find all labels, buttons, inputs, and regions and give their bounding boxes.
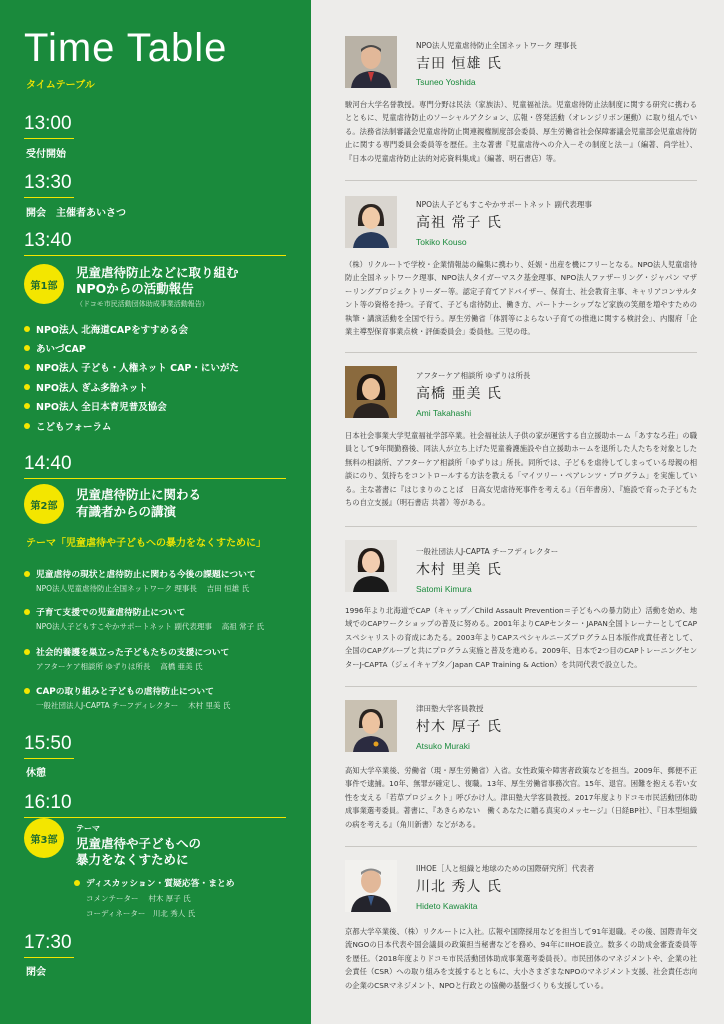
bullet-icon (24, 326, 30, 332)
page-title: Time Table (24, 26, 228, 70)
divider (345, 846, 697, 847)
speaker-photo (345, 366, 397, 418)
opening-label: 開会 主催者あいさつ (26, 208, 126, 219)
bullet-icon (24, 423, 30, 429)
speaker-roman-name: Satomi Kimura (416, 584, 472, 594)
time-divider (24, 957, 74, 958)
reception-label: 受付開始 (26, 149, 66, 160)
speaker-name: 高橋 亜美 氏 (416, 386, 502, 402)
speaker-roman-name: Tokiko Kouso (416, 237, 467, 247)
time-1730: 17:30 (24, 932, 72, 953)
speaker-org: 一般社団法人J-CAPTA チーフディレクター (416, 547, 559, 556)
talk-speaker: 一般社団法人J-CAPTA チーフディレクター 木村 里美 氏 (36, 701, 231, 710)
speaker-org: アフターケア相談所 ゆずりは所長 (416, 371, 531, 380)
time-divider (24, 817, 286, 818)
part3-title-line1: 児童虐待や子どもへの (76, 836, 202, 851)
speaker-org: IIHOE［人と組織と地球のための国際研究所］代表者 (416, 864, 595, 873)
bullet-icon (24, 688, 30, 694)
speaker-bio: 駿河台大学名誉教授。専門分野は民法（家族法）、児童福祉法。児童虐待防止法制度に関する研究に携わるとともに、児童虐待防止のソーシャルアクション、広報・啓発活動（オレンジリボン運動）に取り組んでいる。法務省法制審議会児童虐待防止関連親権制度部会委員、厚生労働省社会保障審議会児童部会児童虐待防止に関する専門委員会委員等を歴任。主な著書『児童虐待への介入－その制度と法－』（編著、尚学社）、『日本の児童虐待防止法的対応資料集成』（編著、明石書店）等。 (345, 100, 697, 163)
time-1440: 14:40 (24, 453, 72, 474)
page-subtitle: タイムテーブル (26, 80, 95, 91)
bullet-icon (24, 571, 30, 577)
talk-item: CAPの取り組みと子どもの虐待防止について 一般社団法人J-CAPTA チーフディレクター 木村 里美 氏 (24, 684, 230, 711)
part2-theme: テーマ「児童虐待や子どもへの暴力をなくすために」 (26, 538, 266, 549)
break-label: 休憩 (26, 768, 46, 779)
bullet-icon (24, 609, 30, 615)
time-divider (24, 255, 286, 256)
part3-theme-label: テーマ (76, 824, 100, 833)
speaker-bio: 高知大学卒業後、労働省（現・厚生労働省）入省。女性政策や障害者政策などを担当。2009年、郵便不正事件で逮捕。10年、無罪が確定し、復職。13年、厚生労働省事務次官。15年、退官。困難を抱える若い女性を支える「若草プロジェクト」呼びかけ人。津田塾大学客員教授。2017年度よりドコモ市民活動団体助成事業選考委員。著書に、『あきらめない 働くあなたに贈る真実のメッセージ』（日経BP社）、『日本型組織の病を考える』（角川新書）などがある。 (345, 766, 697, 829)
speaker-name: 吉田 恒雄 氏 (416, 56, 502, 72)
part1-title-line1: 児童虐待防止などに取り組む (76, 265, 239, 280)
time-divider (24, 197, 74, 198)
divider (345, 686, 697, 687)
bullet-icon (24, 345, 30, 351)
bullet-icon (24, 384, 30, 390)
list-item: あいづCAP (24, 338, 239, 357)
time-divider (24, 478, 286, 479)
part-badge: 第3部 (24, 818, 64, 858)
speaker-roman-name: Ami Takahashi (416, 408, 472, 418)
part1-title-line2: NPOからの活動報告 (76, 281, 194, 296)
speaker-bio: 1996年より北海道でCAP（キャップ／Child Assault Prevention＝子どもへの暴力防止）活動を始め、地域でのCAPワークショップの普及に努める。2001年よりCAPセンター・JAPAN全国トレーナーとしてCAPスペシャリストの育成にあたる。2003年よりCAPスペシャルニーズプログラム日本版作成責任者として、全国のCAPグループと共にプログラム実施と普及を進める。2009年、日本で2つ目のCAPトレーニングセンターJ-CAPTA（ジェイキャプタ／Japan CAP Training & Action）を共同代表で設立した。 (345, 606, 697, 669)
speaker-name: 木村 里美 氏 (416, 562, 502, 578)
speaker-name: 村木 厚子 氏 (416, 719, 502, 735)
part-badge: 第1部 (24, 264, 64, 304)
speaker-name: 川北 秀人 氏 (416, 879, 502, 895)
talk-speaker: アフターケア相談所 ゆずりは所長 高橋 亜美 氏 (36, 662, 203, 671)
speaker-bio: 京都大学卒業後、（株）リクルートに入社。広報や国際採用などを担当して91年退職。その後、国際青年交流NGOの日本代表や国会議員の政策担当秘書などを務め、94年にIIHOE設立。数多くの助成金審査委員等を歴任。（2018年度よりドコモ市民活動団体助成事業選考委員長）。市民団体のマネジメントや、企業の社会責任（CSR）への取り組みを支援するとともに、大小さまざまなNPOのマネジメント支援、社会責任志向の企業のCSRマネジメント、NPOと行政との協働の基盤づくりも支援している。 (345, 927, 697, 990)
speaker-org: 津田塾大学客員教授 (416, 704, 484, 713)
report-org-list (24, 319, 239, 435)
bullet-icon (24, 403, 30, 409)
time-1330: 13:30 (24, 172, 72, 193)
time-1550: 15:50 (24, 733, 72, 754)
time-1300: 13:00 (24, 113, 72, 134)
speaker-photo (345, 860, 397, 912)
part2-title-line2: 有識者からの講演 (76, 504, 177, 519)
speaker-org: NPO法人児童虐待防止全国ネットワーク 理事長 (416, 41, 577, 50)
part-badge: 第2部 (24, 484, 64, 524)
speaker-photo (345, 36, 397, 88)
speaker-roman-name: Atsuko Muraki (416, 741, 470, 751)
list-item: NPO法人 全日本育児普及協会 (24, 397, 239, 416)
divider (345, 526, 697, 527)
part1-note: （ドコモ市民活動団体助成事業活動報告） (76, 300, 209, 308)
divider (345, 352, 697, 353)
closing-label: 閉会 (26, 967, 46, 978)
speaker-org: NPO法人子どもすこやかサポートネット 副代表理事 (416, 200, 592, 209)
list-item: NPO法人 ぎふ多胎ネット (24, 377, 239, 396)
speaker-bio: 日本社会事業大学児童福祉学部卒業。社会福祉法人子供の家が運営する自立援助ホーム「あすなろ荘」の職員として9年間勤務後、同法人が立ち上げた児童養護施設や自立援助ホームを退所した人たちを対象とした無料の相談所、アフターケア相談所「ゆずりは」所長。同所では、子どもを虐待してしまっている母親の相談にのり、気持ちをコントロールする方法を教える「マイツリー・ペアレンツ・プログラム」を実施している。主な著書に『はじまりのことば 日高女児虐待死事件を考える』（百年書房）、『施設で育った子どもたちの自立支援』（明石書店 共著）等がある。 (345, 431, 697, 508)
speaker-photo (345, 196, 397, 248)
talk-speaker: NPO法人児童虐待防止全国ネットワーク 理事長 吉田 恒雄 氏 (36, 584, 250, 593)
talk-speaker: NPO法人子どもすこやかサポートネット 副代表理事 高祖 常子 氏 (36, 622, 264, 631)
talk-item: 子育て支援での児童虐待防止について NPO法人子どもすこやかサポートネット 副代表理事 高祖 常子 氏 (24, 605, 264, 632)
talk-item: 児童虐待の現状と虐待防止に関わる今後の課題について NPO法人児童虐待防止全国ネットワーク 理事長 吉田 恒雄 氏 (24, 567, 256, 594)
speaker-photo (345, 700, 397, 752)
discussion-block: ディスカッション・質疑応答・まとめ コメンテーター 村木 厚子 氏 コーディネーター 川北 秀人 氏 (74, 876, 235, 919)
list-item: NPO法人 北海道CAPをすすめる会 (24, 319, 239, 338)
coordinator: コーディネーター 川北 秀人 氏 (86, 909, 196, 918)
bullet-icon (74, 880, 80, 886)
list-item: こどもフォーラム (24, 416, 239, 435)
time-divider (24, 758, 74, 759)
divider (345, 180, 697, 181)
speaker-name: 高祖 常子 氏 (416, 215, 502, 231)
time-divider (24, 138, 74, 139)
time-1340: 13:40 (24, 230, 72, 251)
talk-item: 社会的養護を巣立った子どもたちの支援について アフターケア相談所 ゆずりは所長 高橋 亜美 氏 (24, 645, 229, 672)
commentator: コメンテーター 村木 厚子 氏 (86, 894, 191, 903)
list-item: NPO法人 子ども・人権ネット CAP・にいがた (24, 358, 239, 377)
part3-title-line2: 暴力をなくすために (76, 852, 189, 867)
time-1610: 16:10 (24, 792, 72, 813)
timetable-panel (0, 0, 311, 1024)
bullet-icon (24, 649, 30, 655)
speaker-roman-name: Hideto Kawakita (416, 901, 478, 911)
part2-title-line1: 児童虐待防止に関わる (76, 487, 202, 502)
speaker-roman-name: Tsuneo Yoshida (416, 77, 476, 87)
bullet-icon (24, 364, 30, 370)
speaker-photo (345, 540, 397, 592)
speaker-bio: （株）リクルートで学校・企業情報誌の編集に携わり、妊娠・出産を機にフリーとなる。NPO法人児童虐待防止全国ネットワーク理事、NPO法人タイガーマスク基金理事、NPO法人ファザーリング・ジャパン マザーリングプロジェクトリーダー等。認定子育てアドバイザー、保育士、社会教育主事、キャリアコンサルタント等の資格を持つ。子育て、子ども虐待防止、働き方、パートナーシップなど家族の笑顔を増やすための執筆・講演活動を全国で行う。厚生労働省「体罰等によらない子育ての推進に関する検討会」、内閣府「企業主導型保育事業点検・評価委員会」委員他。三児の母。 (345, 260, 697, 337)
